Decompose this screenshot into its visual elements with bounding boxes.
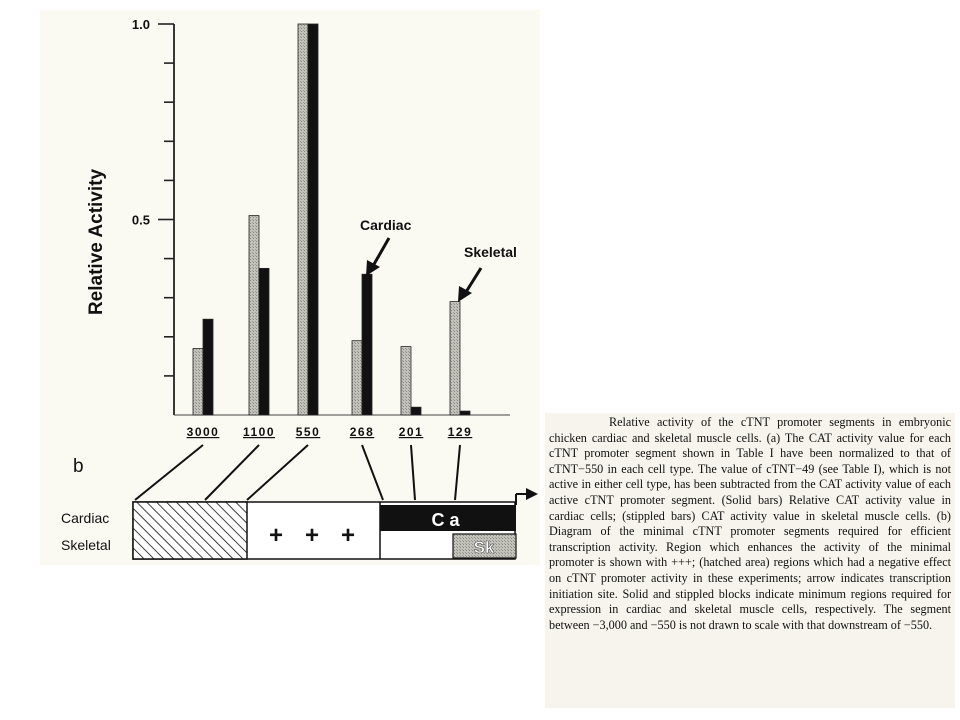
bar-cardiac-129 bbox=[460, 411, 470, 415]
bar-cardiac-1100 bbox=[259, 268, 269, 415]
cardiac-arrow bbox=[366, 238, 389, 276]
bar-cardiac-550 bbox=[308, 24, 318, 415]
bar-skeletal-1100 bbox=[249, 216, 259, 415]
skeletal-arrow bbox=[458, 268, 481, 302]
x-tick-label: 3000 bbox=[186, 425, 220, 439]
bar-cardiac-3000 bbox=[203, 319, 213, 415]
connector-lines bbox=[135, 445, 460, 500]
bar-skeletal-268 bbox=[352, 341, 362, 415]
cardiac-block-label: Ca bbox=[431, 510, 465, 530]
x-tick-label: 201 bbox=[398, 425, 424, 439]
skeletal-annotation: Skeletal bbox=[464, 244, 517, 260]
figure-caption bbox=[545, 413, 955, 708]
panel-label-b: b bbox=[73, 456, 84, 477]
enhancer-plus-1: + bbox=[268, 522, 284, 549]
hatched-region bbox=[133, 502, 247, 559]
x-tick-label: 1100 bbox=[242, 425, 276, 439]
cardiac-region-white bbox=[382, 533, 450, 557]
bar-skeletal-201 bbox=[401, 347, 411, 415]
x-tick-labels bbox=[187, 425, 473, 439]
bar-skeletal-129 bbox=[450, 302, 460, 415]
transcription-start-arrow-icon bbox=[516, 488, 538, 505]
enhancer-plus-2: + bbox=[304, 522, 320, 549]
enhancer-plus-3: + bbox=[340, 522, 356, 549]
bar-skeletal-550 bbox=[298, 24, 308, 415]
caption-text: Relative activity of the cTNT promoter segments in embryonic chicken cardiac and skeletal muscle cells. (a) The CAT activity value for each cTNT promoter segment shown in Table I have been normalized to that of cTNT−550 in each cell type. The value of cTNT−49 (see Table I), which is not active in either cell type, has been subtracted from the CAT activity value of each active cTNT promoter segment. (Solid bars) Relative CAT activity value in cardiac cells; (stippled bars) CAT activity value in skeletal muscle cells. (b) Diagram of the minimal cTNT promoter segments required for efficient transcription activity. Region which enhances the activity of the minimal promoter is shown with +++; (hatched area) regions which had a negative effect on cTNT promoter activity in these experiments; arrow indicates transcription initiation site. Solid and stippled blocks indicate minimum regions required for expression in cardiac and skeletal muscle cells, respectively. The segment between −3,000 and −550 is not drawn to scale with that downstream of −550. bbox=[549, 415, 951, 632]
skeletal-block-label: Sk bbox=[473, 538, 495, 557]
y-ticks bbox=[132, 17, 174, 376]
bar-chart bbox=[40, 10, 540, 565]
x-tick-label: 129 bbox=[447, 425, 473, 439]
diagram-row-label-cardiac: Cardiac bbox=[61, 510, 110, 526]
y-axis-title: Relative Activity bbox=[86, 168, 107, 316]
bar-cardiac-268 bbox=[362, 274, 372, 415]
figure-panel bbox=[40, 10, 540, 565]
y-tick-label: 1.0 bbox=[131, 17, 150, 32]
cardiac-annotation: Cardiac bbox=[360, 217, 412, 233]
diagram-row-label-skeletal: Skeletal bbox=[61, 537, 111, 553]
bars bbox=[193, 24, 470, 415]
bar-skeletal-3000 bbox=[193, 349, 203, 415]
y-tick-label: 0.5 bbox=[131, 212, 150, 228]
x-tick-label: 550 bbox=[295, 425, 321, 439]
x-tick-label: 268 bbox=[349, 425, 375, 439]
bar-cardiac-201 bbox=[411, 407, 421, 415]
